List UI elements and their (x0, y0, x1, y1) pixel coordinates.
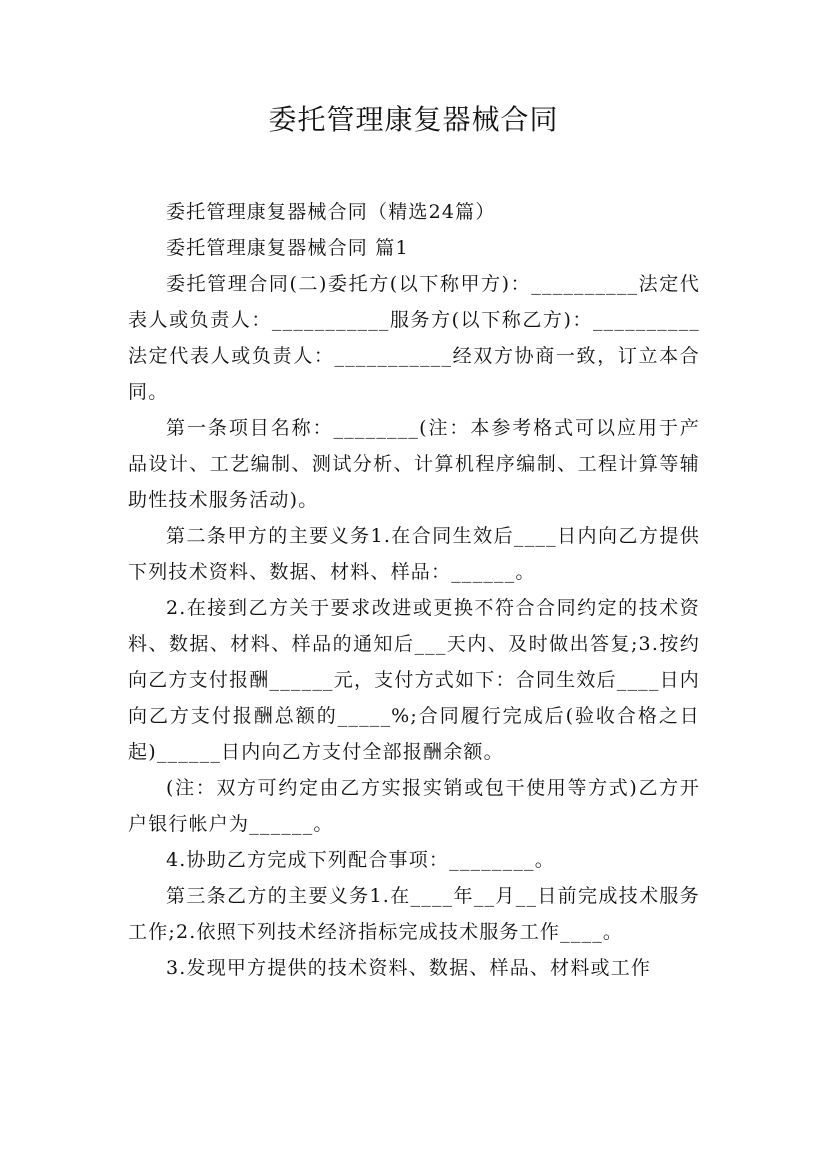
paragraph-note-bank-account: (注：双方可约定由乙方实报实销或包干使用等方式)乙方开户银行帐户为______。 (128, 777, 700, 835)
paragraph-subtitle: 委托管理康复器械合同（精选24篇） (166, 201, 496, 223)
paragraph-article-2: 第二条甲方的主要义务1.在合同生效后____日内向乙方提供下列技术资料、数据、材料、样品：______。 (128, 525, 700, 583)
paragraph-article-1: 第一条项目名称：________(注：本参考格式可以应用于产品设计、工艺编制、测试分析、计算机程序编制、工程计算等辅助性技术服务活动)。 (128, 417, 700, 511)
paragraph-parties: 委托管理合同(二)委托方(以下称甲方)：__________法定代表人或负责人：___________服务方(以下称乙方)：__________法定代表人或负责人：___________经双方协商一致，订立本合同。 (128, 273, 700, 403)
paragraph-section-heading: 委托管理康复器械合同 篇1 (166, 237, 409, 259)
paragraph-article-2-item-4: 4.协助乙方完成下列配合事项：________。 (166, 849, 555, 871)
document-body (128, 194, 700, 986)
paragraph-article-3: 第三条乙方的主要义务1.在____年__月__日前完成技术服务工作;2.依照下列技术经济指标完成技术服务工作____。 (128, 885, 700, 943)
document-title: 委托管理康复器械合同 (268, 103, 559, 136)
paragraph-article-2-item-2: 2.在接到乙方关于要求改进或更换不符合合同约定的技术资料、数据、材料、样品的通知后___天内、及时做出答复;3.按约向乙方支付报酬______元，支付方式如下：合同生效后____日内向乙方支付报酬总额的_____%;合同履行完成后(验收合格之日起)______日内向乙方支付全部报酬余额。 (128, 597, 700, 763)
paragraph-article-3-item-3: 3.发现甲方提供的技术资料、数据、样品、材料或工作 (166, 957, 652, 979)
